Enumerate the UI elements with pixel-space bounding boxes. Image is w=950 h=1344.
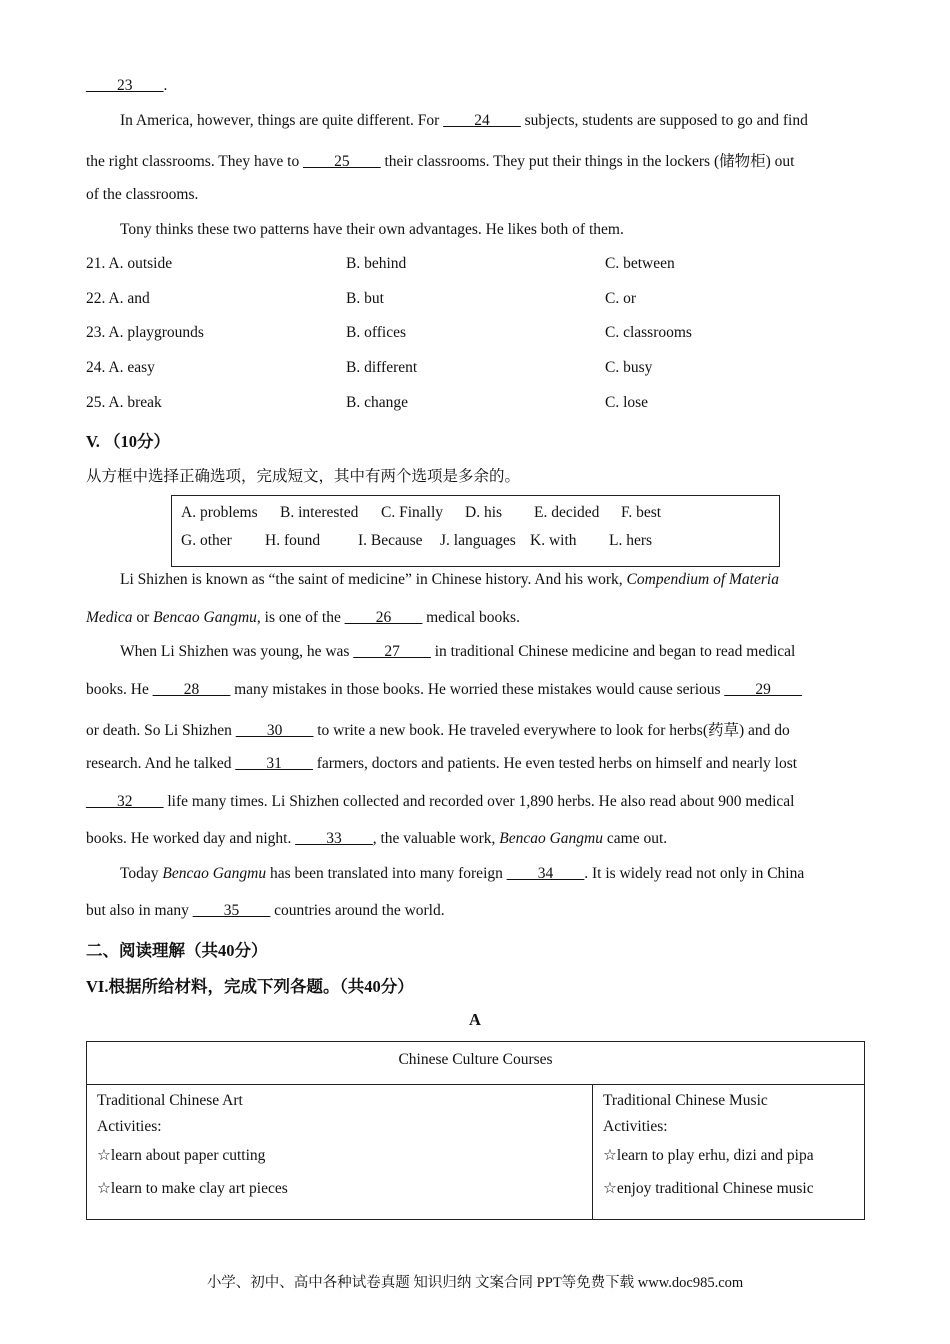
option-21-c: C. between bbox=[605, 255, 675, 272]
music-activity-item: ☆learn to play erhu, dizi and pipa bbox=[603, 1147, 814, 1164]
reading-sub-header: VI.根据所给材料，完成下列各题。（共40分） bbox=[86, 977, 414, 996]
word-option: C. Finally bbox=[381, 504, 444, 521]
word-box bbox=[171, 495, 780, 567]
blank-29: ____29____ bbox=[724, 681, 802, 698]
music-activities-label: Activities: bbox=[603, 1118, 668, 1135]
blank-32: ____32____ bbox=[86, 793, 164, 810]
word-option: A. problems bbox=[181, 504, 258, 521]
music-activity-item: ☆enjoy traditional Chinese music bbox=[603, 1180, 814, 1197]
paragraph-line: In America, however, things are quite different. For ____24____ subjects, students are supposed to go and find bbox=[120, 112, 808, 129]
music-course-name: Traditional Chinese Music bbox=[603, 1092, 768, 1109]
paragraph-line: the right classrooms. They have to ____25____ their classrooms. They put their things in the lockers (储物柜) out bbox=[86, 153, 795, 170]
blank-25: ____25____ bbox=[303, 153, 381, 170]
reading-section-header: 二、阅读理解（共40分） bbox=[86, 941, 268, 960]
word-option: G. other bbox=[181, 532, 232, 549]
paragraph-line: Medica or Bencao Gangmu, is one of the ____26____ medical books. bbox=[86, 609, 520, 626]
page-footer: 小学、初中、高中各种试卷真题 知识归纳 文案合同 PPT等免费下载 www.doc985.com bbox=[206, 1275, 744, 1291]
blank-24: ____24____ bbox=[443, 112, 521, 129]
option-22-a: 22. A. and bbox=[86, 290, 150, 307]
passage-letter: A bbox=[469, 1010, 481, 1029]
word-option: B. interested bbox=[280, 504, 359, 521]
option-22-b: B. but bbox=[346, 290, 384, 307]
option-23-a: 23. A. playgrounds bbox=[86, 324, 204, 341]
section-5-header: V. （10分） bbox=[86, 432, 171, 451]
blank-33: ____33____ bbox=[295, 830, 373, 847]
blank-26: ____26____ bbox=[344, 609, 423, 626]
option-24-c: C. busy bbox=[605, 359, 653, 376]
option-21-b: B. behind bbox=[346, 255, 407, 272]
blank-27: ____27____ bbox=[353, 643, 431, 660]
word-option: I. Because bbox=[358, 532, 423, 549]
option-24-b: B. different bbox=[346, 359, 418, 376]
art-course-cell bbox=[87, 1085, 593, 1220]
paragraph-line: When Li Shizhen was young, he was ____27____ in traditional Chinese medicine and began to read medical bbox=[120, 643, 796, 660]
paragraph-line: ____32____ life many times. Li Shizhen collected and recorded over 1,890 herbs. He also read about 900 medical bbox=[86, 793, 795, 810]
art-activity-item: ☆learn to make clay art pieces bbox=[97, 1180, 288, 1197]
blank-31: ____31____ bbox=[235, 755, 313, 772]
option-24-a: 24. A. easy bbox=[86, 359, 155, 376]
blank-35: ____35____ bbox=[192, 902, 271, 919]
art-course-name: Traditional Chinese Art bbox=[97, 1092, 243, 1109]
blank-28: ____28____ bbox=[152, 681, 231, 698]
word-option: H. found bbox=[265, 532, 321, 549]
blank-34: ____34____ bbox=[506, 865, 585, 882]
paragraph-line: research. And he talked ____31____ farmers, doctors and patients. He even tested herbs on himself and nearly lost bbox=[86, 755, 798, 772]
table-title: Chinese Culture Courses bbox=[87, 1042, 865, 1085]
paragraph-line: Today Bencao Gangmu has been translated into many foreign ____34____. It is widely read not only in China bbox=[120, 865, 805, 882]
option-25-a: 25. A. break bbox=[86, 394, 162, 411]
paragraph-line: but also in many ____35____ countries around the world. bbox=[86, 902, 445, 919]
blank-23: ____23____ bbox=[86, 77, 164, 94]
paragraph-line: Li Shizhen is known as “the saint of medicine” in Chinese history. And his work, Compendium of Materia bbox=[120, 571, 779, 588]
paragraph-line: books. He ____28____ many mistakes in those books. He worried these mistakes would cause serious ____29____ bbox=[86, 681, 802, 698]
paragraph-line: Tony thinks these two patterns have their own advantages. He likes both of them. bbox=[120, 221, 624, 238]
courses-table bbox=[86, 1041, 865, 1220]
word-option: J. languages bbox=[440, 532, 516, 549]
word-option: F. best bbox=[621, 504, 662, 521]
option-23-b: B. offices bbox=[346, 324, 406, 341]
option-23-c: C. classrooms bbox=[605, 324, 692, 341]
paragraph-line: books. He worked day and night. ____33____, the valuable work, Bencao Gangmu came out. bbox=[86, 830, 668, 847]
music-course-cell bbox=[593, 1085, 865, 1220]
option-25-c: C. lose bbox=[605, 394, 649, 411]
section-5-instruction: 从方框中选择正确选项，完成短文，其中有两个选项是多余的。 bbox=[86, 468, 521, 485]
paragraph-line: or death. So Li Shizhen ____30____ to write a new book. He traveled everywhere to look for herbs(药草) and do bbox=[86, 722, 790, 739]
art-activities-label: Activities: bbox=[97, 1118, 162, 1135]
blank-line-23: ____23____. bbox=[86, 77, 168, 94]
word-option: E. decided bbox=[534, 504, 600, 521]
option-25-b: B. change bbox=[346, 394, 408, 411]
option-21-a: 21. A. outside bbox=[86, 255, 173, 272]
word-option: K. with bbox=[530, 532, 577, 549]
word-option: D. his bbox=[465, 504, 503, 521]
option-22-c: C. or bbox=[605, 290, 636, 307]
word-option: L. hers bbox=[609, 532, 653, 549]
art-activity-item: ☆learn about paper cutting bbox=[97, 1147, 266, 1164]
paragraph-line: of the classrooms. bbox=[86, 186, 199, 203]
blank-30: ____30____ bbox=[235, 722, 314, 739]
